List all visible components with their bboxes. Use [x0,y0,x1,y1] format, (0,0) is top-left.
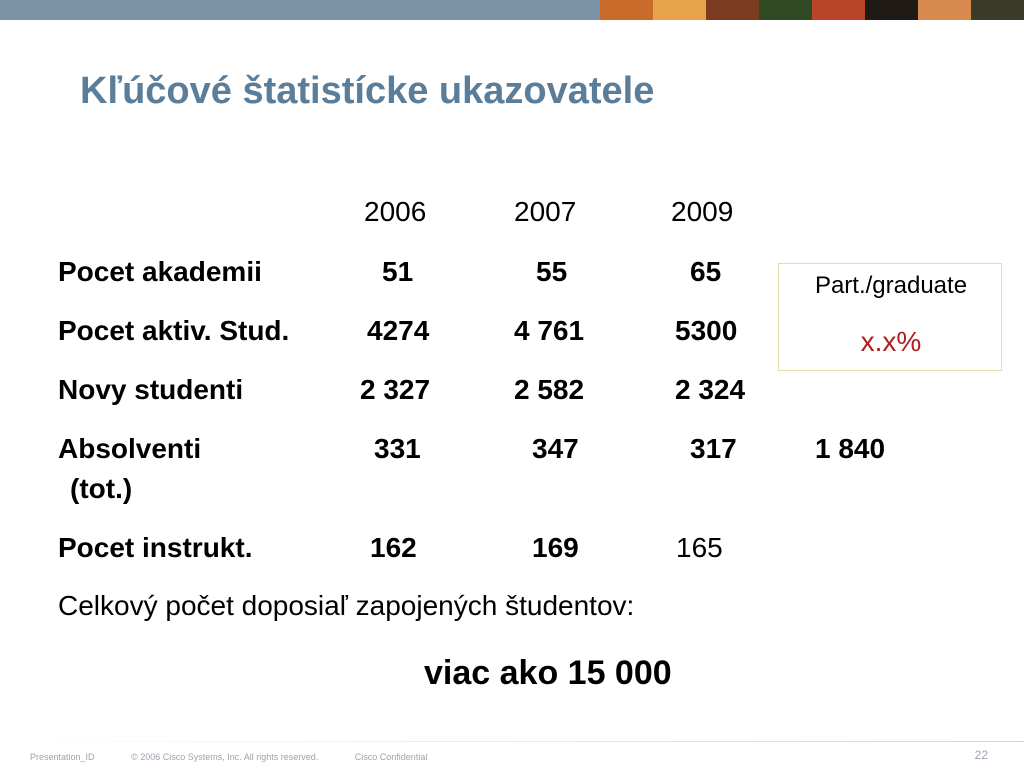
part-graduate-box [778,263,1002,371]
table-row [0,532,1024,576]
cell-2006: 162 [370,532,417,563]
photo-tile [971,0,1024,20]
slide-title: Kľúčové štatistícke ukazovatele [80,70,655,112]
table-row [0,374,1024,418]
cell-2007: 4 761 [514,315,585,346]
footer-divider [0,741,1024,742]
photo-collage-strip [600,0,1024,20]
cell-2006: 331 [374,433,421,464]
cell-2009: 165 [676,532,723,563]
year-2007: 2007 [514,196,577,227]
photo-tile [600,0,653,20]
cell-2009: 65 [690,256,722,287]
cell-2006: 51 [382,256,414,287]
row-label: Novy studenti [58,374,244,405]
total-students-value: viac ako 15 000 [424,654,672,692]
photo-tile [812,0,865,20]
footer-copyright: © 2006 Cisco Systems, Inc. All rights reserved. [131,752,319,762]
row-label: Pocet instrukt. [58,532,253,563]
footer-presentation-id: Presentation_ID [30,752,95,762]
cell-2006: 4274 [367,315,430,346]
cell-2007: 347 [532,433,579,464]
row-label: Pocet akademii [58,256,262,287]
box-value: x.x% [860,326,922,357]
row-label: Pocet aktiv. Stud. [58,315,290,346]
photo-tile [706,0,759,20]
total-students-text: Celkový počet doposiaľ zapojených študentov: [58,590,635,621]
photo-tile [865,0,918,20]
year-2009: 2009 [671,196,734,227]
year-2006: 2006 [364,196,427,227]
row-label-continuation: (tot.) [70,473,133,504]
year-header-row [0,196,1024,240]
cell-2009: 5300 [675,315,738,346]
page-number: 22 [974,748,988,762]
cell-total: 1 840 [815,433,886,464]
footer [30,752,461,762]
cell-2007: 169 [532,532,579,563]
cell-2007: 55 [536,256,568,287]
row-label: Absolventi [58,433,202,464]
photo-tile [918,0,971,20]
cell-2009: 317 [690,433,737,464]
footer-confidential: Cisco Confidential [354,752,428,762]
photo-tile [759,0,812,20]
table-row [0,433,1024,513]
cell-2006: 2 327 [360,374,431,405]
cell-2007: 2 582 [514,374,585,405]
photo-tile [653,0,706,20]
cell-2009: 2 324 [675,374,746,405]
box-label: Part./graduate [814,272,968,299]
